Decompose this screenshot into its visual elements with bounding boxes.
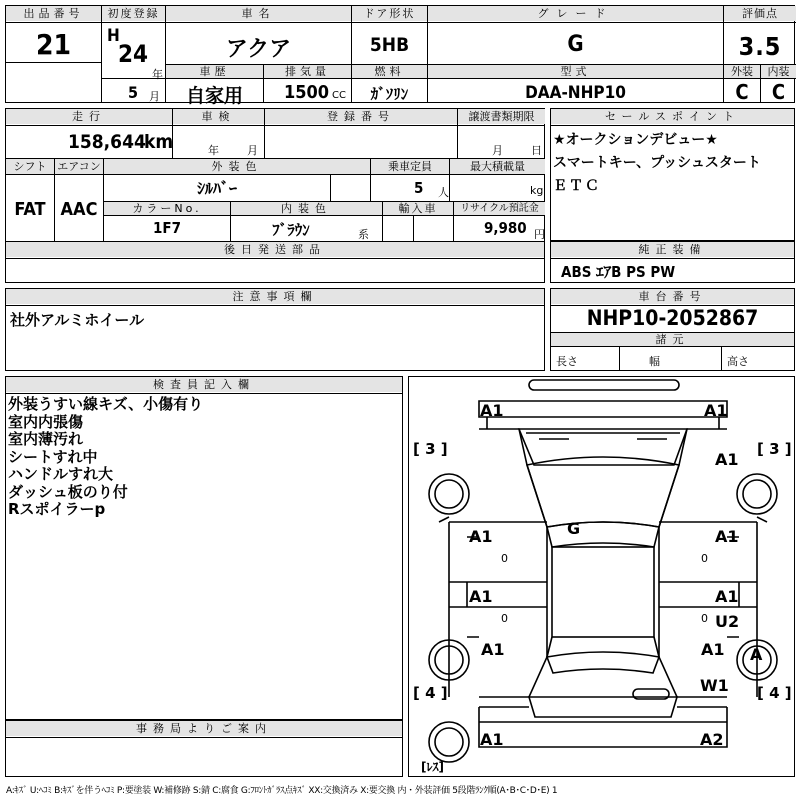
- mark-zero: 0: [701, 552, 708, 565]
- ac-label: エアコン: [55, 159, 103, 174]
- disp-label: 排気量: [264, 65, 351, 78]
- tire-rl-value: 4: [425, 684, 436, 702]
- ext-grade: C: [735, 80, 749, 104]
- spare-tire-value: ﾚｽ: [426, 760, 439, 774]
- cap-unit: 人: [438, 186, 449, 199]
- caution-label: 注意事項欄: [6, 289, 544, 304]
- color-no: 1F7: [152, 219, 181, 237]
- header-row1: [5, 5, 795, 107]
- displacement: 1500: [284, 82, 330, 103]
- mark-zero: 0: [701, 612, 708, 625]
- shift: FAT: [14, 199, 46, 220]
- dims-label: 諸元: [551, 333, 794, 346]
- cap-label: 乗車定員: [371, 159, 449, 174]
- history: 自家用: [185, 85, 243, 107]
- inspector-note: シートすれ中: [8, 447, 98, 466]
- mark-rear-left: A1: [480, 730, 504, 749]
- length-label: 長さ: [556, 355, 578, 368]
- equipment: ABS ｴｱB PS PW: [561, 263, 676, 281]
- lot-label: 出品番号: [6, 6, 101, 21]
- spare-tire-label: [ﾚｽ]: [421, 760, 444, 774]
- mark-sill-right: W1: [700, 676, 729, 695]
- sales-point-block: [550, 108, 795, 241]
- inspector-label: 検査員記入欄: [6, 377, 402, 392]
- recycle-unit: 円: [534, 228, 545, 241]
- mark-front-left: A1: [480, 401, 504, 420]
- int-color: ﾌﾞﾗｳﾝ: [272, 221, 310, 239]
- mark-fender-left: A1: [469, 527, 493, 546]
- inspector-note: 外装うすい線キズ、小傷有り: [8, 395, 204, 413]
- mark-door-rear-right: A1: [715, 587, 739, 606]
- office-block: [5, 720, 403, 777]
- inspector-note: 室内内張傷: [8, 412, 84, 431]
- tire-fr-label: [ 3 ]: [757, 440, 792, 458]
- lot-number: 21: [35, 28, 72, 61]
- chassis-label: 車台番号: [551, 289, 794, 304]
- reg-label: 初度登録: [102, 6, 165, 21]
- legend: A:ｷｽﾞ U:ﾍｺﾐ B:ｷｽﾞを伴うﾍｺﾐ P:要塗装 W:補修跡 S:錆 C:腐食 G:ﾌﾛﾝﾄｶﾞﾗｽ点ｷｽﾞ XX:交換済み X:要交換 内・外装評価 5段階ﾗﾝｸ順(A･B･C･D･E) 1: [6, 786, 558, 796]
- sales-line-3: ＥＴＣ: [553, 178, 601, 194]
- mark-zero: 0: [501, 552, 508, 565]
- chassis-block: [550, 288, 795, 371]
- tire-fr-value: 3: [769, 440, 780, 458]
- inspector-note: Rスポイラーp: [8, 500, 106, 518]
- model-label: 型式: [428, 65, 723, 78]
- color-label: 外装色: [104, 159, 370, 174]
- tire-rr-label: [ 4 ]: [757, 684, 792, 702]
- insp-year: 年: [208, 144, 219, 157]
- reg-year: 24: [118, 40, 149, 68]
- insp-month: 月: [247, 144, 258, 157]
- car-name: アクア: [225, 37, 292, 62]
- tire-rr-value: 4: [769, 684, 780, 702]
- import-label: 輸入車: [383, 202, 453, 215]
- grade-label: グレード: [428, 6, 723, 21]
- mark-front-wheel-right: A1: [715, 450, 739, 469]
- mileage-label: 走行: [6, 109, 172, 124]
- mark-rear-right: A2: [700, 730, 724, 749]
- equipment-block: [550, 241, 795, 283]
- grade: G: [567, 32, 584, 57]
- reg-month: 5: [128, 83, 139, 102]
- recycle-label: リサイクル預託金: [454, 202, 545, 215]
- car-diagram: [408, 376, 795, 777]
- caution-block: [5, 288, 545, 371]
- sales-line-1: ★オークションデビュー★: [553, 132, 718, 148]
- shift-label: シフト: [6, 159, 54, 174]
- mark-door-rear-right-2: U2: [715, 612, 740, 631]
- later-label: 後日発送部品: [6, 242, 544, 257]
- inspection-label: 車検: [173, 109, 264, 124]
- inspector-note: ハンドルすれ大: [8, 465, 114, 483]
- recycle: 9,980: [484, 219, 527, 237]
- tr-day: 日: [531, 144, 542, 157]
- capacity: 5: [414, 179, 424, 197]
- door-label: ドア形状: [352, 6, 427, 21]
- score: 3.5: [738, 32, 782, 61]
- int-grade: C: [771, 80, 786, 104]
- fuel-label: 燃料: [352, 65, 427, 78]
- mark-door-rear-left: A1: [469, 587, 493, 606]
- height-label: 高さ: [727, 355, 749, 368]
- ac: AAC: [60, 199, 98, 220]
- inspector-note: ダッシュ板のり付: [8, 482, 128, 501]
- mark-zero: 0: [501, 612, 508, 625]
- disp-unit: CC: [332, 90, 346, 101]
- details-block: [5, 108, 545, 242]
- equip-label: 純正装備: [551, 242, 794, 257]
- sales-line-2: スマートキー、プッシュスタート: [553, 155, 761, 171]
- mileage-unit: km: [144, 131, 174, 153]
- intcolor-label: 内装色: [231, 202, 382, 215]
- regno-label: 登録番号: [265, 109, 457, 124]
- tire-fl-label: [ 3 ]: [413, 440, 448, 458]
- mark-hood: G: [567, 519, 581, 538]
- inspector-block: [5, 376, 403, 720]
- mark-fender-right: A1: [715, 527, 739, 546]
- ext-color: ｼﾙﾊﾞｰ: [196, 179, 237, 198]
- car-label: 車名: [166, 6, 351, 21]
- tire-rl-label: [ 4 ]: [413, 684, 448, 702]
- mark-rear-wheel-right: A: [750, 645, 763, 664]
- mileage: 158,644: [68, 131, 146, 153]
- reg-month-unit: 月: [149, 90, 160, 103]
- load-label: 最大積載量: [450, 159, 545, 174]
- mark-front-right: A1: [704, 401, 728, 420]
- mark-rear-fender-right: A1: [701, 640, 725, 659]
- caution-text: 社外アルミホイール: [10, 311, 145, 329]
- office-label: 事務局よりご案内: [6, 721, 402, 736]
- int-color-unit: 系: [358, 228, 369, 241]
- fuel: ｶﾞｿﾘﾝ: [370, 85, 409, 103]
- ext-label: 外装: [724, 65, 760, 78]
- colorno-label: カラーNo.: [104, 202, 230, 215]
- tr-month: 月: [492, 144, 503, 157]
- mark-rear-fender-left: A1: [481, 640, 505, 659]
- later-parts-block: [5, 241, 545, 283]
- width-label: 幅: [649, 355, 660, 368]
- transfer-label: 譲渡書類期限: [458, 109, 545, 124]
- sales-label: セールスポイント: [551, 109, 794, 124]
- era: H: [107, 26, 120, 46]
- load-unit: kg: [530, 184, 544, 197]
- chassis-number: NHP10-2052867: [586, 306, 759, 330]
- door-type: 5HB: [369, 34, 410, 56]
- history-label: 車歴: [166, 65, 263, 78]
- inspector-note: 室内薄汚れ: [8, 430, 84, 448]
- int-label: 内装: [761, 65, 796, 78]
- tire-fl-value: 3: [425, 440, 436, 458]
- model: DAA-NHP10: [525, 83, 626, 103]
- score-label: 評価点: [724, 6, 796, 21]
- car-outline: [409, 377, 795, 777]
- reg-year-unit: 年: [152, 68, 163, 81]
